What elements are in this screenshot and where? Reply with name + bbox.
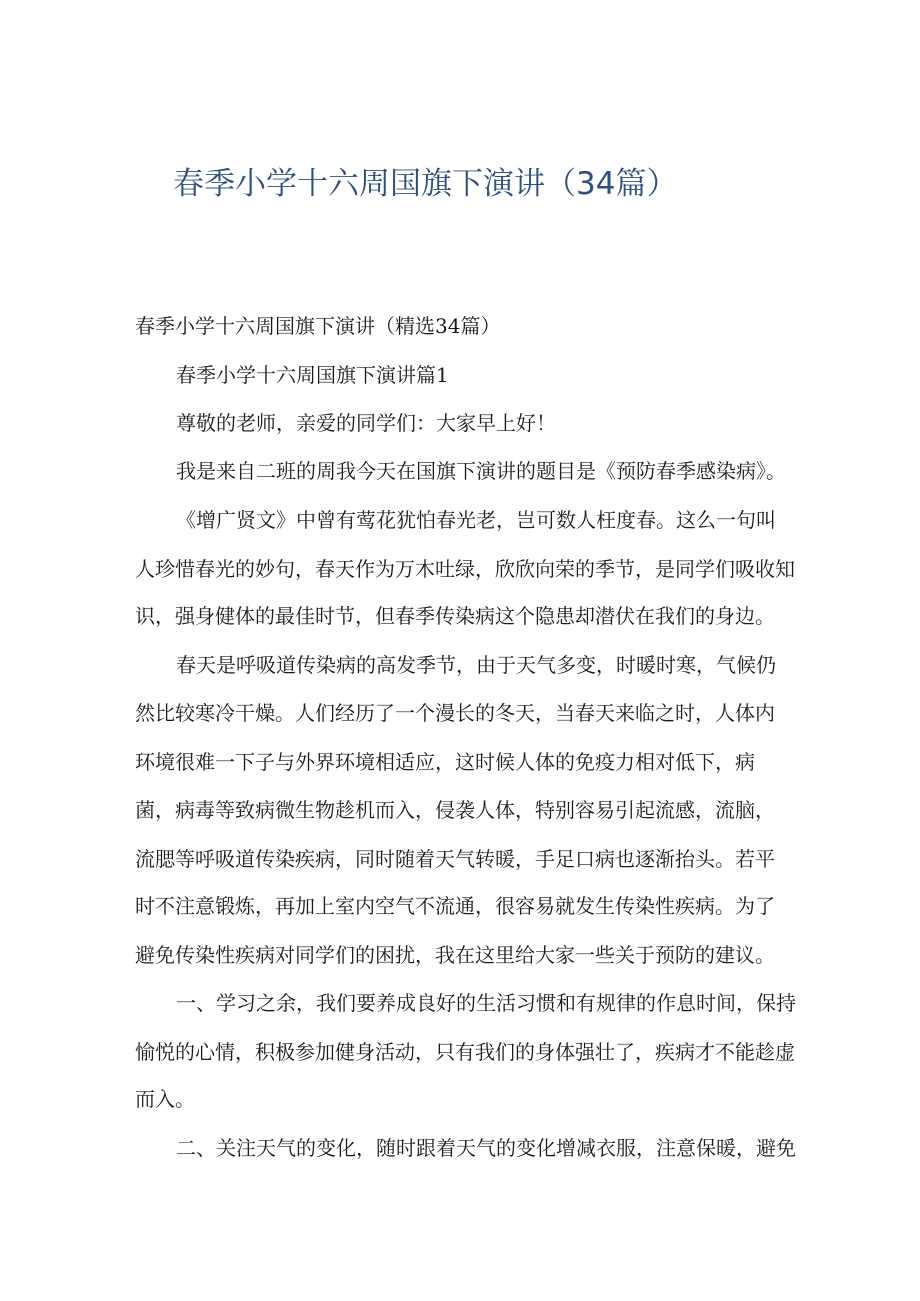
body-line: 人珍惜春光的妙句，春天作为万木吐绿，欣欣向荣的季节，是同学们吸收知 xyxy=(135,557,795,581)
body-line: 然比较寒冷干燥。人们经历了一个漫长的冬天，当春天来临之时，人体内 xyxy=(135,701,775,725)
body-line: 菌，病毒等致病微生物趁机而入，侵袭人体，特别容易引起流感，流脑， xyxy=(135,798,775,822)
body-line: 识，强身健体的最佳时节，但春季传染病这个隐患却潜伏在我们的身边。 xyxy=(135,604,775,628)
body-line: 环境很难一下子与外界环境相适应，这时候人体的免疫力相对低下，病 xyxy=(135,750,755,774)
document-subtitle: 春季小学十六周国旗下演讲（精选34篇） xyxy=(135,314,501,338)
body-line: 春天是呼吸道传染病的高发季节，由于天气多变，时暖时寒，气候仍 xyxy=(176,653,776,677)
body-line: 避免传染性疾病对同学们的困扰，我在这里给大家一些关于预防的建议。 xyxy=(135,943,775,967)
body-line: 时不注意锻炼，再加上室内空气不流通，很容易就发生传染性疾病。为了 xyxy=(135,894,775,918)
section-heading: 春季小学十六周国旗下演讲篇1 xyxy=(176,363,449,387)
body-line: 《增广贤文》中曾有莺花犹怕春光老，岂可数人枉度春。这么一句叫 xyxy=(176,508,776,532)
body-line: 流腮等呼吸道传染疾病，同时随着天气转暖，手足口病也逐渐抬头。若平 xyxy=(135,847,775,871)
document-title: 春季小学十六周国旗下演讲（34篇） xyxy=(173,166,678,202)
body-line: 二、关注天气的变化，随时跟着天气的变化增减衣服，注意保暖，避免 xyxy=(176,1136,796,1160)
greeting-line: 尊敬的老师，亲爱的同学们：大家早上好！ xyxy=(176,411,556,435)
body-line: 而入。 xyxy=(135,1087,195,1111)
body-line: 愉悦的心情，积极参加健身活动，只有我们的身体强壮了，疾病才不能趁虚 xyxy=(135,1040,795,1064)
body-line: 我是来自二班的周我今天在国旗下演讲的题目是《预防春季感染病》。 xyxy=(176,459,786,483)
body-line: 一、学习之余，我们要养成良好的生活习惯和有规律的作息时间，保持 xyxy=(176,991,796,1015)
